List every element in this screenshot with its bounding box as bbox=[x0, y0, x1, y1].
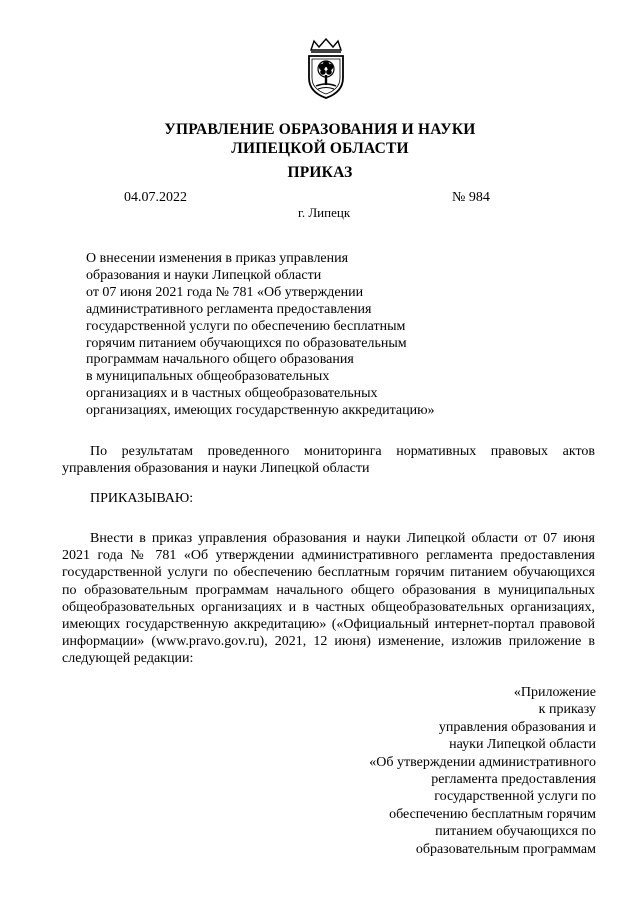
appendix-line: «Об утверждении административного bbox=[369, 754, 596, 770]
document-type: ПРИКАЗ bbox=[287, 164, 353, 181]
document-city: г. Липецк bbox=[298, 205, 351, 220]
organization-name-line-1: УПРАВЛЕНИЕ ОБРАЗОВАНИЯ И НАУКИ bbox=[164, 121, 476, 138]
document-date: 04.07.2022 bbox=[124, 190, 187, 205]
appendix-line: науки Липецкой области bbox=[449, 737, 596, 753]
subject-line: организациях и в частных общеобразовательных bbox=[86, 386, 378, 402]
subject-line: в муниципальных общеобразовательных bbox=[86, 369, 330, 385]
preamble-paragraph: По результатам проведенного мониторинга нормативных правовых актов управления образования и науки Липецкой области bbox=[62, 444, 595, 477]
subject-line: организациях, имеющих государственную аккредитацию» bbox=[86, 403, 435, 419]
appendix-line: питанием обучающихся по bbox=[435, 824, 596, 840]
appendix-line: «Приложение bbox=[513, 685, 596, 700]
appendix-line: обеспечению бесплатным горячим bbox=[389, 806, 596, 822]
subject-line: административного регламента предоставления bbox=[86, 301, 372, 317]
appendix-line: образовательным программам bbox=[415, 841, 596, 857]
appendix-line: регламента предоставления bbox=[431, 772, 596, 788]
appendix-header bbox=[276, 684, 596, 858]
lipetsk-coat-of-arms-icon bbox=[302, 38, 350, 100]
appendix-line: к приказу bbox=[538, 702, 596, 718]
appendix-line: управления образования и bbox=[438, 719, 596, 735]
document-subject bbox=[86, 251, 506, 420]
order-keyword: ПРИКАЗЫВАЮ: bbox=[90, 491, 194, 506]
organization-name-line-2: ЛИПЕЦКОЙ ОБЛАСТИ bbox=[231, 140, 409, 157]
document-number: № 984 bbox=[452, 190, 490, 205]
subject-line: от 07 июня 2021 года № 781 «Об утверждении bbox=[86, 284, 364, 300]
appendix-line: государственной услуги по bbox=[434, 789, 596, 805]
subject-line: программам начального общего образования bbox=[86, 352, 354, 368]
subject-line: горячим питанием обучающихся по образовательным bbox=[86, 335, 407, 351]
subject-line: государственной услуги по обеспечению бесплатным bbox=[86, 318, 406, 334]
subject-line: образования и науки Липецкой области bbox=[86, 267, 322, 283]
subject-line: О внесении изменения в приказ управления bbox=[86, 251, 349, 266]
order-paragraph: Внести в приказ управления образования и науки Липецкой области от 07 июня 2021 года № 781 «Об утверждении административного регламента предоставления государственной услуги по обеспечению бесплатным горячим питанием обучающихся по образовательным программам начального общего образования в муниципальных общеобразовательных организациях и в частных общеобразовательных организациях, имеющих государственную аккредитацию» («Официальный интернет-портал правовой информации» (www.pravo.gov.ru), 2021, 12 июня) изменение, изложив приложение в следующей редакции: bbox=[62, 531, 595, 667]
